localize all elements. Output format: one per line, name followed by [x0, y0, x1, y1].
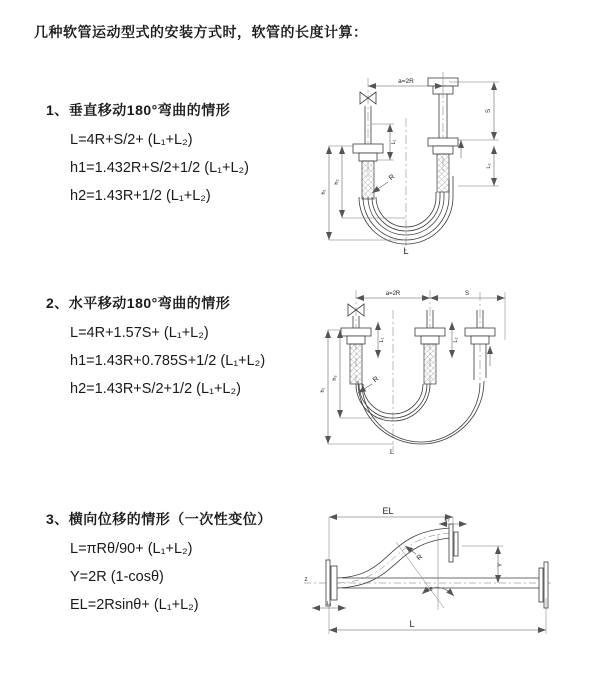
flange: [465, 328, 495, 336]
centerlines: [356, 290, 480, 452]
braided-hose-section: [362, 161, 374, 199]
section-lateral-displacement: [46, 509, 318, 619]
left-flange: [326, 560, 337, 606]
flange: [347, 336, 365, 344]
braided-hose-section: [424, 344, 436, 384]
dim-label-h2: h₂: [334, 179, 340, 185]
dim-label-h2: h₂: [332, 375, 338, 381]
dim-label-fit-right: L₂: [444, 517, 450, 523]
flange: [341, 328, 371, 336]
dim-label-radius: R: [415, 553, 425, 563]
formula-h2: h2=1.43R+1/2 (L₁+L₂): [70, 188, 211, 204]
section-1-formulas: [70, 126, 318, 210]
section-2-formulas: [70, 319, 318, 403]
dimensions: [321, 78, 499, 256]
flange: [449, 524, 453, 562]
formula-Y: Y=2R (1-cosθ): [70, 569, 164, 585]
middle-pipe: [415, 310, 445, 384]
dim-label-fit-left: L₁: [326, 601, 332, 607]
dim-label-offset: Y: [498, 562, 504, 568]
braided-hose-section: [350, 344, 362, 384]
dim-label-fit-left: L₁: [379, 337, 385, 343]
flange: [428, 138, 458, 146]
diagram-vertical-u-bend: [306, 66, 586, 256]
flange: [331, 566, 337, 600]
flange: [433, 146, 453, 154]
section-horizontal-movement: [46, 293, 318, 403]
flange: [353, 144, 383, 153]
curved-hose: [337, 524, 458, 588]
diagram-lateral-displacement: [296, 490, 598, 655]
formula-h2: h2=1.43R+S/2+1/2 (L₁+L₂): [70, 381, 241, 397]
flange: [471, 336, 489, 344]
dim-label-span: a=2R: [385, 291, 401, 297]
dim-label-length: L: [390, 449, 394, 456]
dim-label-radius: R: [387, 173, 397, 183]
dim-label-stroke: S: [486, 108, 492, 114]
flange: [326, 560, 330, 606]
dim-label-length: L: [409, 619, 415, 629]
section-1-heading: 1、垂直移动180°弯曲的情形: [46, 102, 231, 118]
section-2-heading: 2、水平移动180°弯曲的情形: [46, 295, 231, 311]
dim-label-fit-left: L₁: [391, 139, 397, 145]
hose-curves: [356, 381, 484, 444]
datum-mark: z: [304, 577, 308, 583]
dim-label-extended: EL: [382, 506, 394, 516]
flange: [359, 153, 377, 161]
diagram-horizontal-u-bend: [306, 280, 598, 460]
formula-h1: h1=1.432R+S/2+1/2 (L₁+L₂): [70, 160, 250, 176]
angle-label: θ: [429, 587, 433, 593]
formula-L: L=4R+1.57S+ (L₁+L₂): [70, 325, 209, 341]
dim-label-span: a=2R: [398, 78, 414, 85]
formula-EL: EL=2Rsinθ+ (L₁+L₂): [70, 597, 199, 613]
flange: [415, 328, 445, 336]
dim-label-fit-right: L₂: [486, 163, 492, 169]
section-3-formulas: [70, 535, 318, 619]
flange: [421, 336, 439, 344]
dim-label-stroke: S: [464, 291, 470, 297]
formula-L: L=4R+S/2+ (L₁+L₂): [70, 132, 193, 148]
straight-hose: [342, 562, 548, 608]
formula-h1: h1=1.43R+0.785S+1/2 (L₁+L₂): [70, 353, 266, 369]
section-3-heading: 3、横向位移的情形（一次性变位）: [46, 511, 272, 527]
construction-lines: [396, 534, 454, 610]
flange: [539, 568, 543, 602]
dim-label-h1: h₁: [321, 189, 327, 195]
section-vertical-movement: [46, 100, 318, 210]
flange: [454, 532, 458, 556]
dim-label-length: L: [403, 246, 409, 256]
dim-label-h1: h₁: [320, 387, 326, 393]
formula-L: L=πRθ/90+ (L₁+L₂): [70, 541, 193, 557]
dimensions: [305, 506, 547, 634]
dim-label-radius: R: [371, 375, 381, 385]
dim-label-fit-right: L₂: [453, 337, 459, 343]
page-title: 几种软管运动型式的安装方式时，软管的长度计算：: [34, 24, 368, 40]
braided-hose-section: [437, 154, 449, 192]
